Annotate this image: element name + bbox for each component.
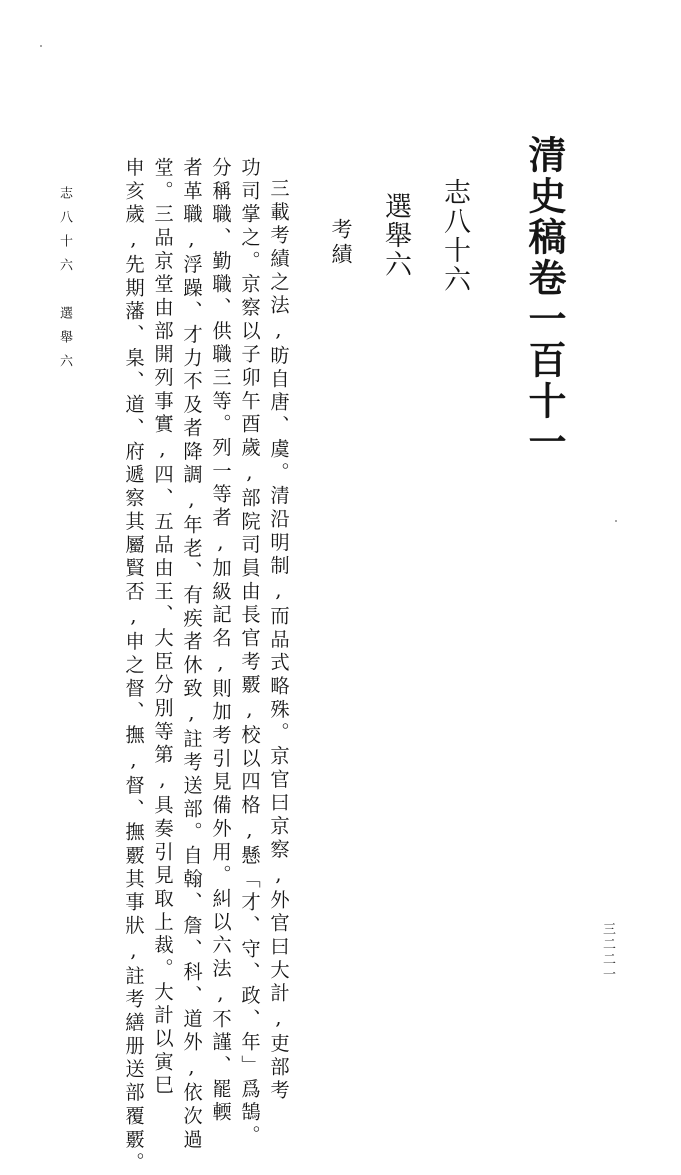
body-column-4: 者革職,浮躁、才力不及者降調,年老、有疾者休致,註考送部。自翰、詹、科、道外,依次過 — [180, 157, 203, 1153]
body-column-3: 分稱職、勤職、供職三等。列一等者,加級記名,則加考引見備外用。糾以六法,不謹、罷輭 — [209, 157, 232, 1126]
section-heading: 志八十六 — [439, 178, 470, 294]
book-title: 清史稿卷一百十一 — [522, 135, 567, 463]
chapter-heading: 選舉六 — [380, 192, 411, 279]
page-number: 三二二一 — [600, 922, 615, 982]
body-column-1: 三載考績之法,昉自唐、虞。清沿明制,而品式略殊。京官曰京察,外官曰大計,吏部考 — [267, 178, 290, 1104]
margin-running-header: 志八十六 選舉六 — [57, 186, 72, 378]
body-column-6: 申亥歲,先期藩、臬、道、府遞察其屬賢否,申之督、撫,督、撫覈其事狀,註考繕册送部覆覈。 — [122, 157, 145, 1175]
print-speck — [40, 45, 42, 47]
body-column-2: 功司掌之。京察以子卯午酉歲,部院司員由長官考覈,校以四格,懸「才、守、政、年」爲鵠。 — [238, 157, 261, 1149]
body-column-5: 堂。三品京堂由部開列事實,四、五品由王、大臣分別等第,具奏引見取上裁。大計以寅巳 — [151, 157, 174, 1099]
subsection-heading: 考績 — [329, 218, 353, 268]
print-speck — [615, 520, 617, 522]
